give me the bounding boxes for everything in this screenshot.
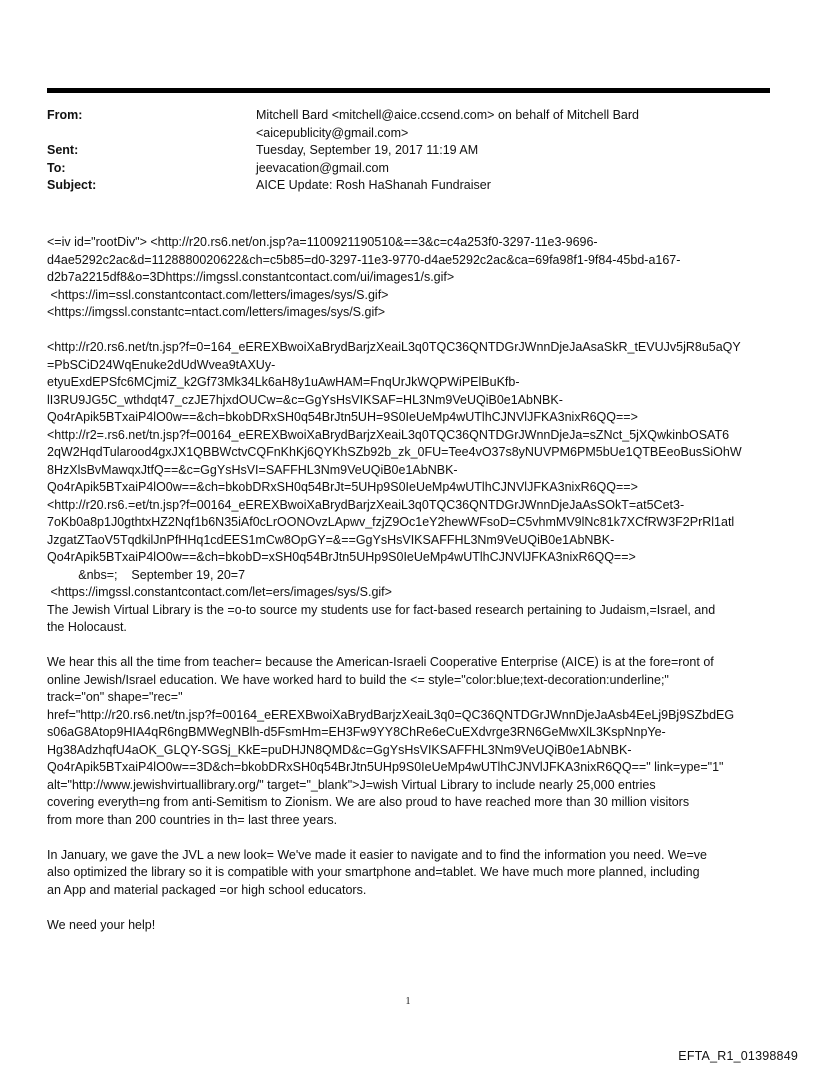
body-line: <https://imgssl.constantc=ntact.com/letters/images/sys/S.gif> [47,305,385,319]
to-label: To: [47,160,66,175]
body-line: <=iv id="rootDiv"> <http://r20.rs6.net/on.jsp?a=1100921190510&==3&c=c4a253f0-3297-11e3-9696- [47,235,598,249]
body-line: 8HzXlsBvMawqxJtfQ==&c=GgYsHsVI=SAFFHL3Nm9VeUQiB0e1AbNBK- [47,462,458,477]
body-block-2 [47,339,777,637]
body-line: d2b7a2215df8&o=3Dhttps://imgssl.constantcontact.com/ui/images1/s.gif> [47,270,455,284]
body-block-5 [47,917,777,935]
body-line: alt="http://www.jewishvirtuallibrary.org/" target="_blank">J=wish Virtual Library to include nearly 25,000 entries [47,777,656,792]
body-line: Hg38AdzhqfU4aOK_GLQY-SGSj_KkE=puDHJN8QMD&c=GgYsHsVIKSAFFHL3Nm9VeUQiB0e1AbNBK- [47,742,632,757]
body-line: covering everyth=ng from anti-Semitism to Zionism. We are also proud to have reached more than 30 million visitors [47,795,690,809]
body-line: Qo4rApik5BTxaiP4lO0w==3D&ch=bkobDRxSH0q54BrJtn5UHp9S0IeUeMp4wUTlhCJNVlJFKA3nixR6QQ==" link=ype="1" [47,760,724,774]
body-line: In January, we gave the JVL a new look= We've made it easier to navigate and to find the information you need. We=ve [47,847,707,862]
body-line: The Jewish Virtual Library is the =o-to source my students use for fact-based research pertaining to Judaism,=Israel, and [47,602,716,617]
sent-row [47,142,770,160]
body-line: href="http://r20.rs6.net/tn.jsp?f=00164_eEREXBwoiXaBrydBarjzXeaiL3q0=QC36QNTDGrJWnnDjeJaAsb4EeLj9Bj9SZbdEG [47,707,735,722]
from-row [47,107,770,142]
body-line: <http://r2=.rs6.net/tn.jsp?f=00164_eEREXBwoiXaBrydBarjzXeaiL3q0TQC36QNTDGrJWnnDjeJa=sZNct_5jXQwkinbOSAT6 [47,427,730,442]
body-line: track="on" shape="rec=" [47,690,183,704]
from-value [256,107,770,142]
body-line: We need your help! [47,917,156,932]
body-line: <http://r20.rs6.=et/tn.jsp?f=00164_eEREXBwoiXaBrydBarjzXeaiL3q0TQC36QNTDGrJWnnDjeJaAsSOkT=at5Cet3- [47,497,685,512]
body-line: We hear this all the time from teacher= because the American-Israeli Cooperative Enterprise (AICE) is at the fore=ront of [47,655,714,669]
body-block-4 [47,847,777,900]
body-line: an App and material packaged =or high school educators. [47,882,367,897]
header-rule [47,88,770,93]
from-line-1: Mitchell Bard <mitchell@aice.ccsend.com> on behalf of Mitchell Bard [256,108,640,122]
email-body [47,234,777,934]
from-label: From: [47,108,83,122]
body-line: online Jewish/Israel education. We have worked hard to build the <= style="color:blue;text-decoration:underline;" [47,672,669,687]
bates-number: EFTA_R1_01398849 [678,1049,798,1063]
body-line: =PbSCiD24WqEnuke2dUdWvea9tAXUy- [47,357,276,372]
to-value: jeevacation@gmail.com [256,160,389,175]
subject-row [47,177,770,195]
subject-value: AICE Update: Rosh HaShanah Fundraiser [256,178,491,192]
body-line: <http://r20.rs6.net/tn.jsp?f=0=164_eEREXBwoiXaBrydBarjzXeaiL3q0TQC36QNTDGrJWnnDjeJaAsaSkR_tEVUJv5jR8u5aQY [47,340,741,354]
body-line: <https://imgssl.constantcontact.com/let=ers/images/sys/S.gif> [47,585,392,599]
body-line: &nbs=; September 19, 20=7 [47,567,246,582]
body-line: from more than 200 countries in th= last three years. [47,812,338,827]
to-row [47,160,770,178]
from-line-2: <aicepublicity@gmail.com> [256,125,409,140]
sent-value: Tuesday, September 19, 2017 11:19 AM [256,143,479,157]
body-line: JzgatZTaoV5TqdkilJnPfHHq1cdEES1mCw8OpGY=&==GgYsHsVIKSAFFHL3Nm9VeUQiB0e1AbNBK- [47,532,615,547]
subject-label: Subject: [47,178,97,192]
body-line: Qo4rApik5BTxaiP4lO0w==&ch=bkobD=xSH0q54BrJtn5UHp9S0IeUeMp4wUTlhCJNVlJFKA3nixR6QQ==> [47,550,636,564]
body-line: 7oKb0a8p1J0gthtxHZ2Nqf1b6N35iAf0cLrOONOvzLApwv_fzjZ9Oc1eY2hewWFsoD=C5vhmMV9lNc81k7XCfRW3F2PrRl1atl [47,515,735,529]
body-block-1 [47,234,777,322]
sent-label: Sent: [47,143,79,157]
body-line: <https://im=ssl.constantcontact.com/letters/images/sys/S.gif> [47,287,389,302]
body-line: Qo4rApik5BTxaiP4lO0w==&ch=bkobDRxSH0q54BrJt=5UHp9S0IeUeMp4wUTlhCJNVlJFKA3nixR6QQ==> [47,480,638,494]
body-line: 2qW2HqdTularood4gxJX1QBBWctvCQFnKhKj6QYKhSZb92b_zk_0FU=Tee4vO37s8yNUVPM6PM5bUe1QTBEeoBusSiOhW [47,445,742,459]
body-line: lI3RU9JG5C_wthdqt47_czJE7hjxdOUCw=&c=GgYsHsVIKSAF=HL3Nm9VeUQiB0e1AbNBK- [47,392,563,407]
body-line: Qo4rApik5BTxaiP4lO0w==&ch=bkobDRxSH0q54BrJtn5UH=9S0IeUeMp4wUTlhCJNVlJFKA3nixR6QQ==> [47,410,638,424]
page-number: 1 [405,996,411,1007]
body-block-3 [47,654,777,829]
email-header [47,107,770,195]
body-line: d4ae5292c2ac&d=1128880020622&ch=c5b85=d0-3297-11e3-9770-d4ae5292c2ac&ca=69fa98f1-9f84-45bd-a167- [47,252,681,267]
body-line: also optimized the library so it is compatible with your smartphone and=tablet. We have much more planned, including [47,865,700,879]
body-line: s06aG8Atop9HIA4qR6ngBMWegNBlh-d5FsmHm=EH3Fw9YY8ChRe6eCuEXdvrge3RN6GeMwXlL3KspNnpYe- [47,725,666,739]
body-line: the Holocaust. [47,620,127,634]
body-line: etyuExdEPSfc6MCjmiZ_k2Gf73Mk34Lk6aH8y1uAwHAM=FnqUrJkWQPWiPElBuKfb- [47,375,520,389]
